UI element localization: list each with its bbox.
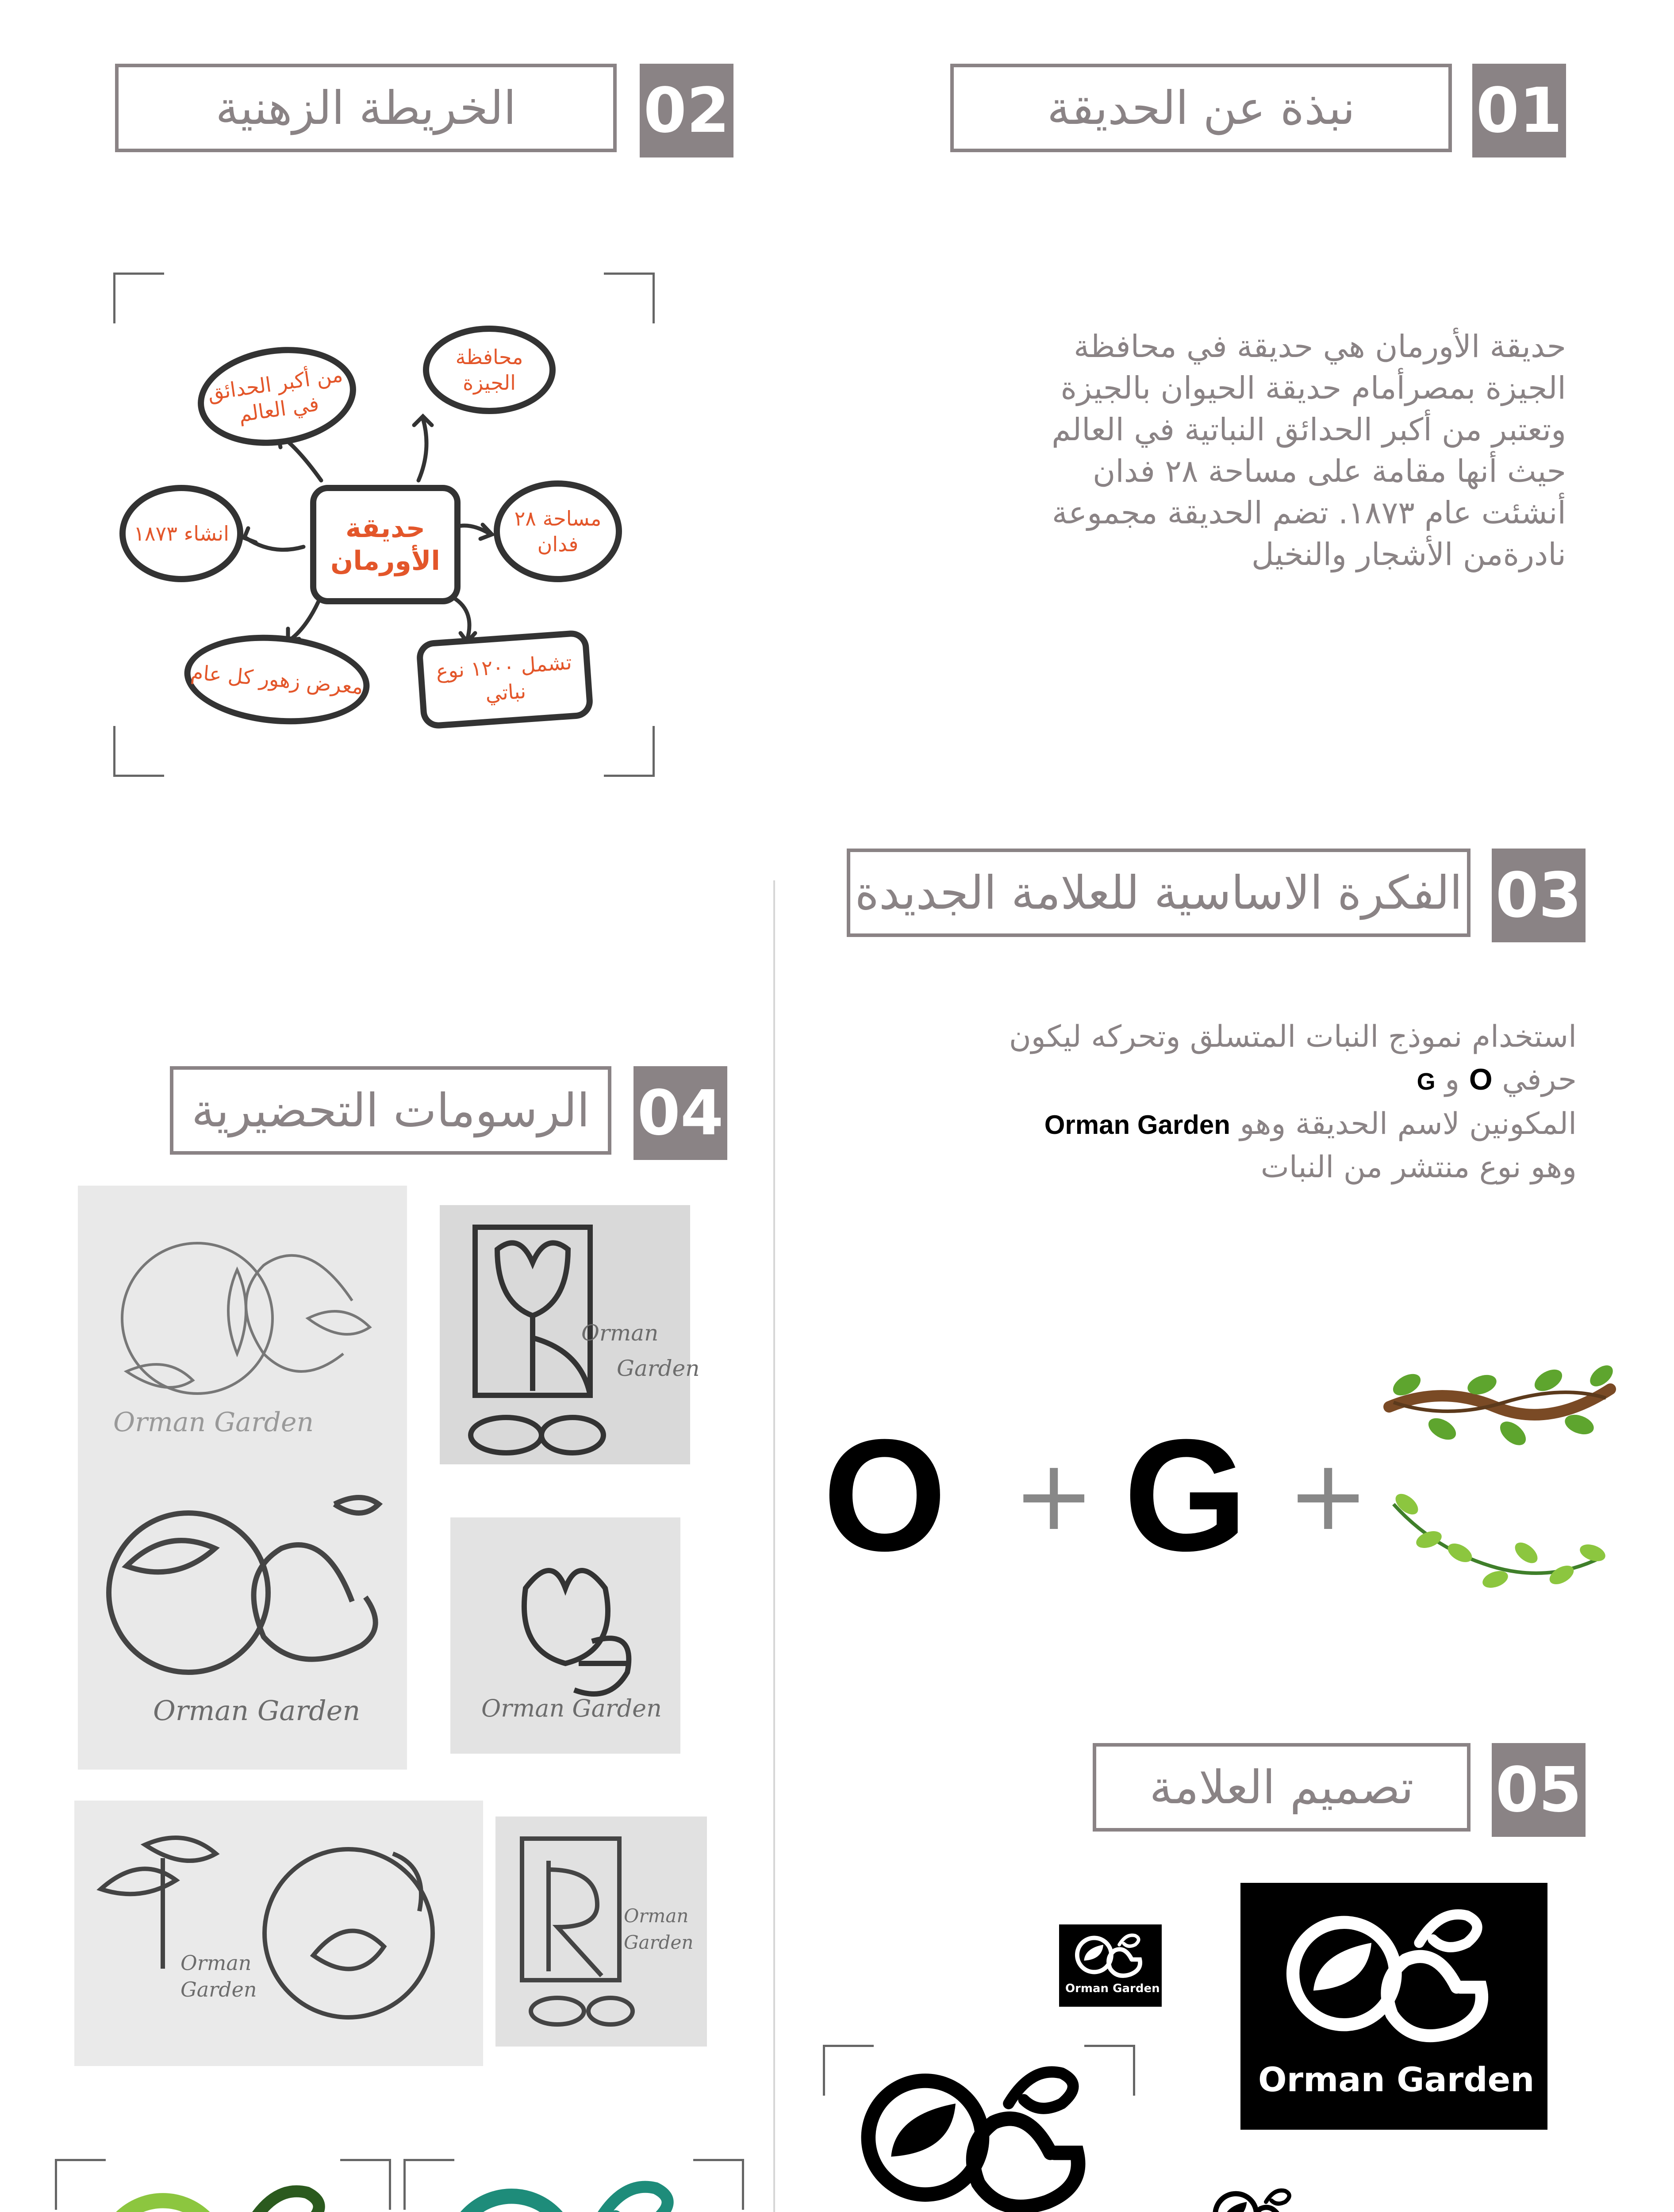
about-line: أنشئت عام ١٨٧٣. تضم الحديقة مجموعة: [1052, 495, 1566, 531]
logo-black-tiny: [1199, 2185, 1314, 2212]
sketch-label: Orman Garden: [481, 1694, 662, 1722]
formula-plus: +: [1287, 1439, 1369, 1552]
about-line: حيث أنها مقامة على مساحة ٢٨ فدان: [1092, 453, 1566, 489]
sketch-label: Orman Garden: [153, 1694, 361, 1727]
formula-letter-o: O: [823, 1406, 947, 1584]
section-03-number: 03: [1492, 849, 1586, 942]
idea-letter-and: و: [1445, 1062, 1460, 1097]
about-paragraph: [920, 326, 1566, 575]
formula-plus: +: [1013, 1439, 1095, 1552]
idea-line: [841, 1103, 1577, 1146]
about-line: وتعتبر من أكبر الحدائق النباتية في العالم: [1052, 411, 1566, 448]
mindmap-node: مساحة ٢٨ فدان: [494, 480, 622, 582]
og-logo-mark: [81, 2177, 365, 2212]
og-logo-mark: [1208, 2185, 1305, 2212]
idea-letter-o: O: [1469, 1063, 1493, 1096]
sketch-leaf-o: [74, 1801, 483, 2066]
og-logo-mark: [1276, 1901, 1515, 2047]
section-02-header: [115, 64, 734, 157]
logo-black-framed: [823, 2045, 1135, 2212]
sketch-label: Orman: [581, 1320, 659, 1346]
vine-illustration: [1380, 1358, 1619, 1606]
idea-line-prefix: المكونين لاسم الحديقة وهو: [1240, 1106, 1577, 1141]
sketch-label: Garden: [180, 1978, 257, 2001]
section-01-title: نبذة عن الحديقة: [950, 64, 1452, 152]
about-line: الجيزة بمصرأمام حديقة الحيوان بالجيزة: [1060, 370, 1566, 406]
sketch-drawing: [78, 1186, 407, 1770]
section-04-title: الرسومات التحضيرية: [170, 1066, 611, 1155]
sketch-r-tulip: [440, 1205, 700, 1464]
sketch-tulip-g: [450, 1517, 680, 1754]
og-logo-mark: [430, 2172, 713, 2212]
sketch-label: Orman: [624, 1905, 689, 1927]
idea-letter-g: G: [1417, 1068, 1436, 1095]
og-logo-mark: [849, 2058, 1115, 2212]
mindmap-node: تشمل ١٢٠٠ نوع نباتي: [415, 630, 594, 730]
mindmap-frame: [113, 273, 655, 777]
mindmap-node: محافظة الجيزة: [423, 326, 556, 414]
sketch-label: Garden: [624, 1932, 694, 1953]
logo-black-large: [1240, 1883, 1547, 2130]
idea-line: [841, 1058, 1577, 1103]
idea-line: وهو نوع منتشر من النبات: [1260, 1150, 1577, 1185]
mindmap-node: من أكبر الحدائق في العالم: [191, 337, 362, 456]
column-divider: [773, 880, 775, 2212]
section-02-number: 02: [640, 64, 733, 157]
section-01-number: 01: [1472, 64, 1566, 157]
section-04-header: [170, 1066, 727, 1160]
idea-line-prefix: حرفي: [1502, 1062, 1577, 1097]
section-05-header: [1093, 1743, 1586, 1837]
about-line: نادرةمن الأشجار والنخيل: [1251, 536, 1566, 572]
og-logo-mark: [1071, 1931, 1151, 1979]
sketch-label: Orman Garden: [113, 1407, 314, 1438]
sketch-r-block: [495, 1816, 707, 2047]
section-02-title: الخريطة الزهنية: [115, 64, 617, 152]
logo-wordmark: Orman Garden: [1258, 2060, 1535, 2099]
section-03-header: [847, 849, 1586, 942]
idea-brand-name: Orman Garden: [1044, 1110, 1230, 1140]
sketch-label: Orman: [180, 1951, 252, 1975]
formula-letter-g: G: [1124, 1406, 1248, 1584]
sketch-label: Garden: [617, 1356, 700, 1381]
section-05-title: تصميم العلامة: [1093, 1743, 1471, 1832]
idea-line: استخدام نموذج النبات المتسلق وتحركه ليكون: [1009, 1019, 1577, 1054]
section-04-number: 04: [634, 1066, 727, 1160]
logo-wordmark: Orman Garden: [1065, 1982, 1160, 1995]
about-line: حديقة الأورمان هي حديقة في محافظة: [1074, 328, 1566, 365]
section-05-number: 05: [1492, 1743, 1586, 1837]
mindmap-node: معرض زهور كل عام: [180, 627, 373, 732]
mindmap-node: انشاء ١٨٧٣: [119, 485, 243, 582]
logo-black-small: [1059, 1924, 1162, 2007]
logo-variant-green: [55, 2159, 391, 2212]
idea-paragraph: [841, 1016, 1577, 1189]
sketch-drawing: [74, 1801, 483, 2066]
mindmap-center: حديقة الأورمان: [310, 485, 461, 604]
logo-variant-teal: [403, 2159, 744, 2212]
sketch-og-leaf: [78, 1186, 407, 1770]
section-01-header: [950, 64, 1566, 157]
section-03-title: الفكرة الاساسية للعلامة الجديدة: [847, 849, 1471, 937]
